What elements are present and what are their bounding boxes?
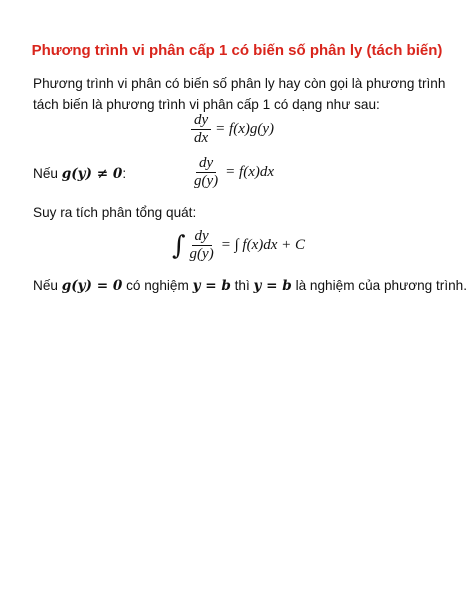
- fraction: [191, 156, 221, 189]
- fraction-numerator: dy: [191, 113, 211, 130]
- fraction-denominator: g(y): [189, 246, 214, 262]
- fraction-denominator: g(y): [194, 173, 219, 189]
- equation-general-integral: [172, 229, 305, 262]
- conclusion-math-1: g(y) = 0: [61, 278, 123, 294]
- equation-right-side: = f(x)dx: [225, 164, 275, 180]
- conclusion-math-3: y = b: [253, 278, 292, 294]
- fraction: [191, 113, 211, 146]
- document-title: Phương trình vi phân cấp 1 có biến số phân ly (tách biến): [31, 42, 443, 59]
- equation-right-side: = ∫ f(x)dx + C: [220, 237, 306, 253]
- conclusion-suffix: là nghiệm của phương trình.: [291, 278, 467, 293]
- intro-paragraph: Phương trình vi phân có biến số phân ly hay còn gọi là phương trình tách biến là phương trình vi phân cấp 1 có dạng như sau:: [33, 76, 446, 112]
- fraction: [187, 229, 217, 262]
- conclusion-middle-1: có nghiệm: [122, 278, 193, 293]
- condition-line: [33, 164, 126, 184]
- fraction-denominator: dx: [194, 130, 209, 146]
- condition-prefix: Nếu: [33, 166, 62, 181]
- fraction-numerator: dy: [196, 156, 216, 173]
- condition-suffix: :: [122, 166, 127, 181]
- equation-differential-form: [191, 113, 274, 146]
- conclusion-middle-2: thì: [230, 278, 254, 293]
- conclusion-math-2: y = b: [192, 278, 231, 294]
- equation-right-side: = f(x)g(y): [215, 121, 275, 137]
- condition-math: g(y) ≠ 0: [61, 166, 123, 182]
- general-integral-label: Suy ra tích phân tổng quát:: [33, 205, 197, 220]
- equation-separated-form: [191, 156, 274, 189]
- fraction-numerator: dy: [192, 229, 212, 246]
- conclusion-line: [33, 276, 467, 296]
- conclusion-prefix: Nếu: [33, 278, 62, 293]
- integral-sign: ∫: [172, 230, 186, 261]
